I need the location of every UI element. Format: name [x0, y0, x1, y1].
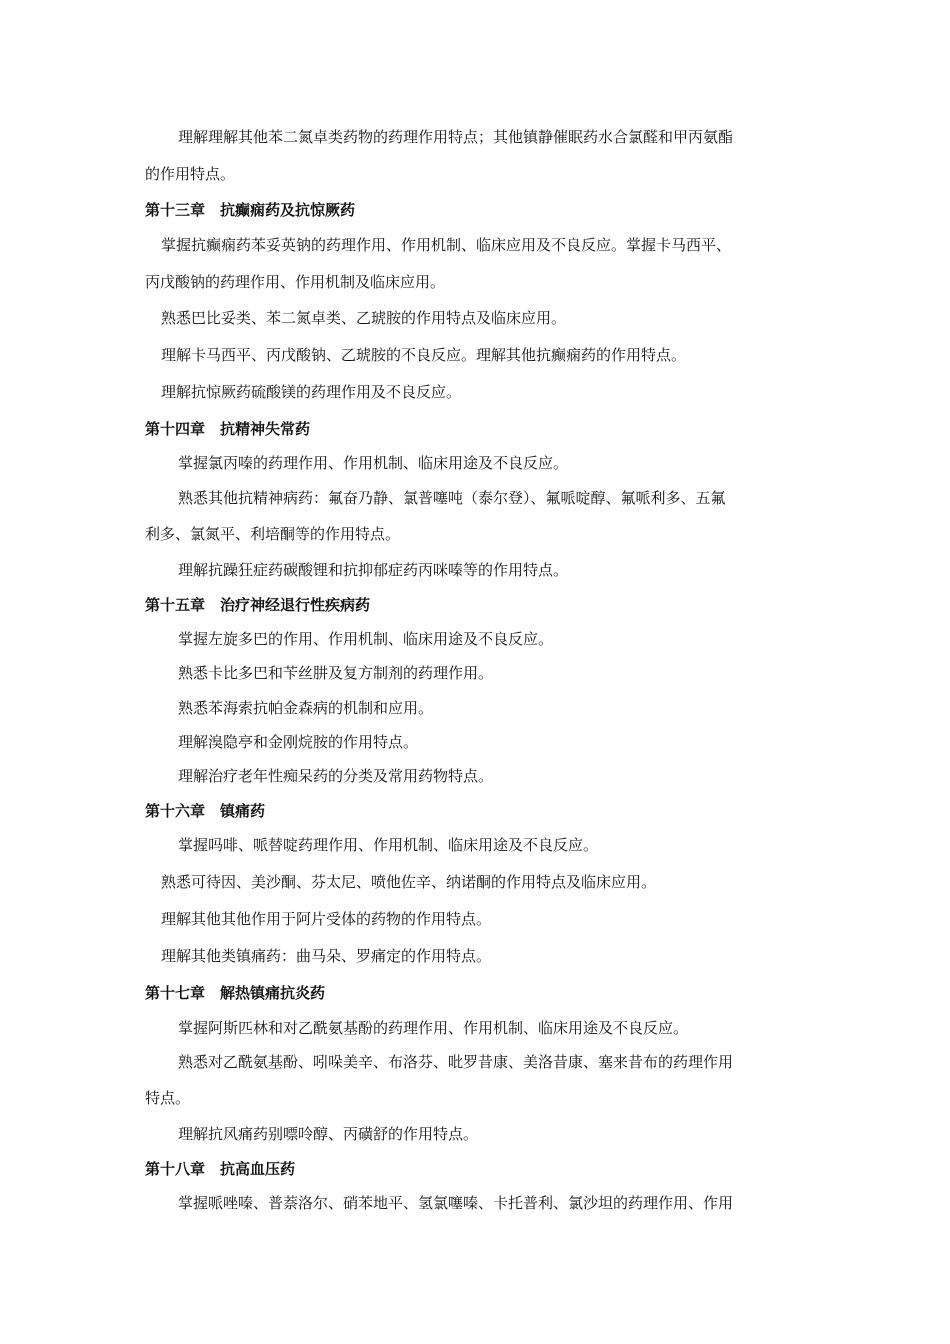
paragraph-line: 掌握阿斯匹林和对乙酰氨基酚的药理作用、作用机制、临床用途及不良反应。 — [178, 1019, 689, 1037]
paragraph-line: 理解抗风痛药别嘌呤醇、丙磺舒的作用特点。 — [178, 1125, 479, 1143]
paragraph-line: 理解其他类镇痛药：曲马朵、罗痛定的作用特点。 — [161, 947, 492, 965]
paragraph-line: 熟悉苯海索抗帕金森病的机制和应用。 — [178, 699, 434, 717]
paragraph-line: 理解抗惊厥药硫酸镁的药理作用及不良反应。 — [161, 383, 462, 401]
paragraph-line: 熟悉其他抗精神病药：氟奋乃静、氯普噻吨（泰尔登）、氟哌啶醇、氟哌利多、五氟 — [178, 489, 726, 507]
paragraph-line: 熟悉可待因、美沙酮、芬太尼、喷他佐辛、纳诺酮的作用特点及临床应用。 — [161, 873, 657, 891]
chapter-heading: 第十五章 治疗神经退行性疾病药 — [145, 596, 371, 614]
paragraph-line: 熟悉对乙酰氨基酚、吲哚美辛、布洛芬、吡罗昔康、美洛昔康、塞来昔布的药理作用 — [178, 1053, 734, 1071]
paragraph-line: 理解治疗老年性痴呆药的分类及常用药物特点。 — [178, 767, 494, 785]
paragraph-line: 掌握吗啡、哌替啶药理作用、作用机制、临床用途及不良反应。 — [178, 836, 599, 854]
chapter-heading: 第十四章 抗精神失常药 — [145, 420, 311, 438]
paragraph-line: 理解理解其他苯二氮卓类药物的药理作用特点；其他镇静催眠药水合氯醛和甲丙氨酯 — [178, 128, 734, 146]
paragraph-line: 掌握哌唑嗪、普萘洛尔、硝苯地平、氢氯噻嗪、卡托普利、氯沙坦的药理作用、作用 — [178, 1194, 734, 1212]
paragraph-line: 利多、氯氮平、利培酮等的作用特点。 — [145, 525, 401, 543]
paragraph-line: 掌握氯丙嗪的药理作用、作用机制、临床用途及不良反应。 — [178, 454, 569, 472]
paragraph-line: 掌握抗癫痫药苯妥英钠的药理作用、作用机制、临床应用及不良反应。掌握卡马西平、 — [161, 236, 732, 254]
paragraph-line: 熟悉卡比多巴和苄丝肼及复方制剂的药理作用。 — [178, 664, 494, 682]
paragraph-line: 特点。 — [145, 1089, 191, 1107]
paragraph-line: 理解抗躁狂症药碳酸锂和抗抑郁症药丙咪嗪等的作用特点。 — [178, 561, 569, 579]
paragraph-line: 丙戊酸钠的药理作用、作用机制及临床应用。 — [145, 273, 446, 291]
paragraph-line: 熟悉巴比妥类、苯二氮卓类、乙琥胺的作用特点及临床应用。 — [161, 309, 567, 327]
paragraph-line: 理解溴隐亭和金刚烷胺的作用特点。 — [178, 733, 419, 751]
paragraph-line: 理解其他其他作用于阿片受体的药物的作用特点。 — [161, 910, 492, 928]
chapter-heading: 第十三章 抗癫痫药及抗惊厥药 — [145, 201, 356, 219]
paragraph-line: 理解卡马西平、丙戊酸钠、乙琥胺的不良反应。理解其他抗癫痫药的作用特点。 — [161, 346, 687, 364]
chapter-heading: 第十七章 解热镇痛抗炎药 — [145, 984, 326, 1002]
chapter-heading: 第十六章 镇痛药 — [145, 802, 266, 820]
paragraph-line: 的作用特点。 — [145, 165, 236, 183]
paragraph-line: 掌握左旋多巴的作用、作用机制、临床用途及不良反应。 — [178, 630, 554, 648]
chapter-heading: 第十八章 抗高血压药 — [145, 1160, 296, 1178]
